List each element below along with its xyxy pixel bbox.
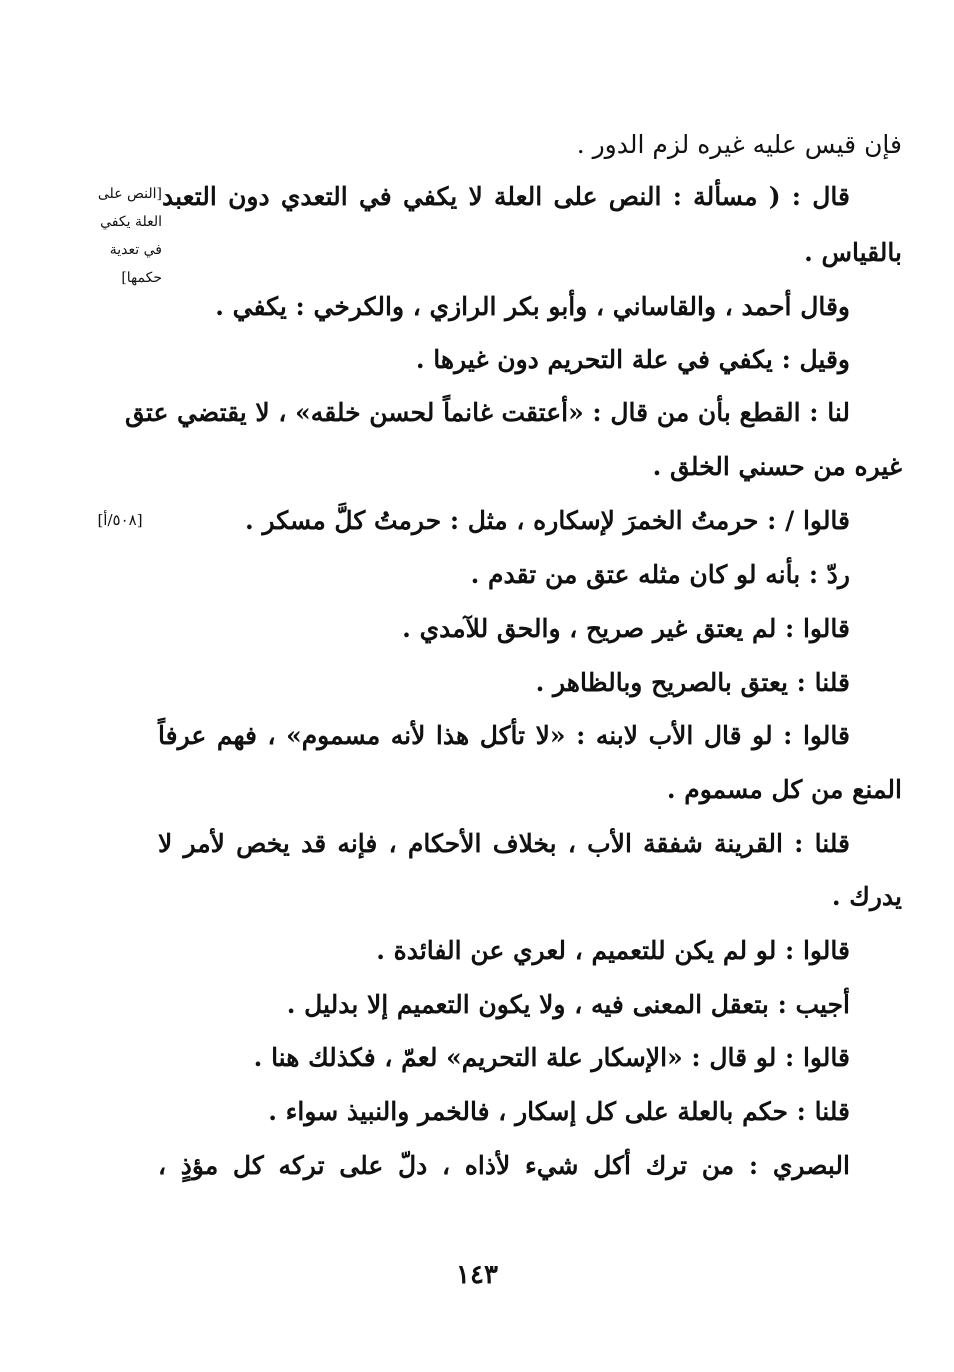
page-number: ١٤٣: [456, 1260, 498, 1290]
text-line-7: غيره من حسني الخلق .: [652, 452, 902, 481]
text-line-18: قالوا : لو قال : «الإسكار علة التحريم» لعمّ ، فكذلك هنا .: [253, 1043, 850, 1072]
text-line-10: قالوا : لم يعتق غير صريح ، والحق للآمدي .: [402, 614, 850, 643]
text-line-17: أجيب : بتعقل المعنى فيه ، ولا يكون التعميم إلا بدليل .: [286, 990, 850, 1019]
text-line-16: قالوا : لو لم يكن للتعميم ، لعري عن الفائدة .: [376, 936, 850, 965]
manuscript-folio-reference: [٥٠٨/أ]: [97, 511, 143, 529]
text-line-2: قال : ( مسألة : النص على العلة لا يكفي في التعدي دون التعبد: [162, 182, 850, 211]
text-line-15: يدرك .: [831, 882, 902, 911]
margin-note: [70, 180, 162, 292]
text-line-8: قالوا / : حرمتُ الخمرَ لإسكاره ، مثل : حرمتُ كلَّ مسكر .: [245, 506, 850, 535]
text-line-1: فإن قيس عليه غيره لزم الدور .: [576, 130, 902, 159]
margin-note-line: في تعدية: [109, 242, 162, 258]
margin-note-line: حكمها]: [121, 270, 162, 286]
text-line-11: قلنا : يعتق بالصريح وبالظاهر .: [535, 668, 850, 697]
text-line-13: المنع من كل مسموم .: [666, 775, 902, 804]
text-line-9: ردّ : بأنه لو كان مثله عتق من تقدم .: [470, 560, 850, 589]
margin-note-line: العلة يكفي: [100, 214, 162, 230]
text-line-14: قلنا : القرينة شفقة الأب ، بخلاف الأحكام ، فإنه قد يخص لأمر لا: [158, 829, 850, 858]
margin-note-line: [النص على: [97, 186, 162, 202]
text-line-5: وقيل : يكفي في علة التحريم دون غيرها .: [415, 345, 850, 374]
text-line-20: البصري : من ترك أكل شيء لأذاه ، دلّ على تركه كل مؤذٍ ،: [158, 1151, 850, 1180]
text-line-4: وقال أحمد ، والقاساني ، وأبو بكر الرازي ، والكرخي : يكفي .: [215, 292, 850, 321]
text-line-12: قالوا : لو قال الأب لابنه : «لا تأكل هذا لأنه مسموم» ، فهم عرفاً: [158, 721, 850, 750]
text-line-3: بالقياس .: [804, 238, 902, 267]
text-line-6: لنا : القطع بأن من قال : «أعتقت غانماً لحسن خلقه» ، لا يقتضي عتق: [125, 398, 850, 427]
text-line-19: قلنا : حكم بالعلة على كل إسكار ، فالخمر والنبيذ سواء .: [268, 1097, 850, 1126]
